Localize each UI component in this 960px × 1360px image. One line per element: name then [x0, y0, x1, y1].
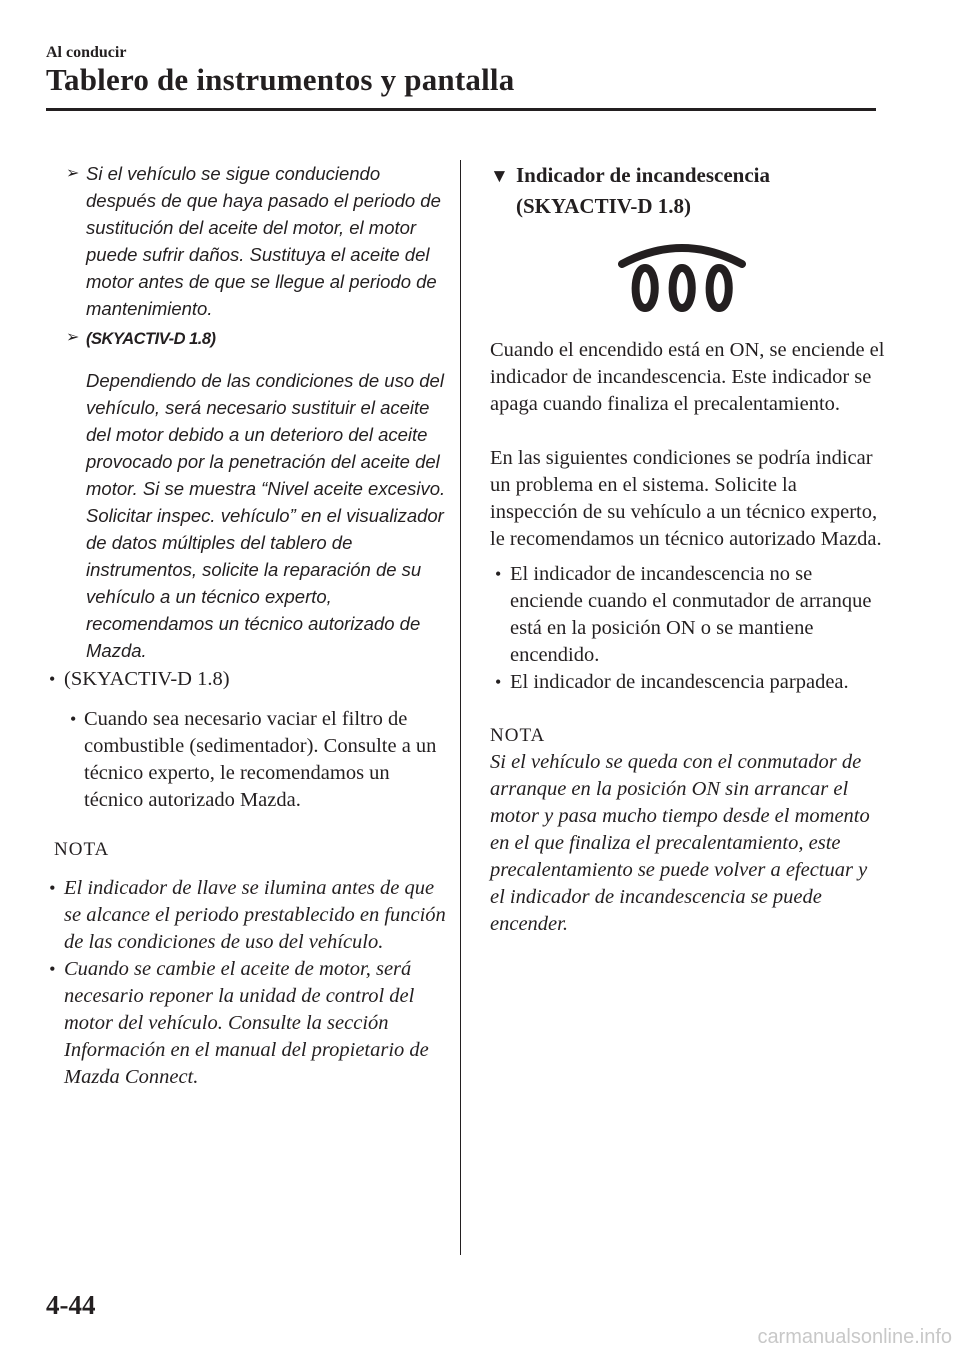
glow-indicator-figure — [490, 234, 885, 329]
triangle-bullet-icon: ➢ — [66, 165, 80, 182]
note-heading: NOTA — [490, 725, 546, 746]
note-heading: NOTA — [54, 839, 110, 860]
list-item-text: (SKYACTIV-D 1.8) — [64, 668, 230, 690]
list-subitem-text: Cuando sea necesario vaciar el filtro de combustible (sedimentador). Consulte a un técnico experto, le recomendamos un técnico autorizado Mazda. — [84, 708, 437, 811]
section-heading-text: Indicador de incandescencia (SKYACTIV-D 1.8) — [516, 163, 770, 218]
caution-item — [46, 160, 446, 322]
triangle-bullet-icon: ➢ — [66, 329, 80, 346]
note-item-text: El indicador de llave se ilumina antes de que se alcance el periodo prestablecido en función de las condiciones de uso del vehículo. — [64, 877, 446, 953]
caution-text: Si el vehículo se sigue conduciendo después de que haya pasado el periodo de sustitución del aceite del motor, el motor puede sufrir daños. Sustituya el aceite del motor antes de que se llegue al periodo de mantenimiento. — [86, 163, 441, 319]
watermark: carmanualsonline.info — [757, 1326, 952, 1348]
page-number: 4-44 — [46, 1290, 96, 1320]
bullet-dot-icon: • — [495, 564, 502, 584]
page-title: Tablero de instrumentos y pantalla — [46, 62, 515, 97]
list-item-text: El indicador de incandescencia parpadea. — [510, 671, 849, 693]
column-divider — [460, 160, 461, 1255]
caution-text: Dependiendo de las condiciones de uso del vehículo, será necesario sustituir el aceite del motor debido a un deterioro del aceite provocado por la penetración del aceite del motor. Si se muestra “Nivel aceite excesivo. Solicitar inspec. vehículo” en el visualizador de datos múltiples del tablero de instrumentos, solicite la reparación de su vehículo a un técnico experto, recomendamos un técnico autorizado de Mazda. — [86, 370, 446, 661]
section-heading — [490, 160, 885, 222]
note-text: Si el vehículo se queda con el conmutador de arranque en la posición ON sin arrancar el motor y pasa mucho tiempo desde el momento en el que finaliza el precalentamiento, este precalentamiento se puede volver a efectuar y el indicador de incandescencia se puede encender. — [490, 751, 870, 935]
glow-plug-icon — [618, 234, 748, 314]
right-column — [490, 160, 885, 938]
bullet-dot-icon: • — [49, 669, 56, 689]
list-item-text: El indicador de incandescencia no se enciende cuando el conmutador de arranque está en la posición ON o se mantiene encendido. — [510, 563, 872, 666]
header-divider — [46, 108, 876, 111]
list-item — [490, 669, 885, 696]
left-column — [46, 160, 446, 1091]
note-item — [46, 956, 446, 1091]
list-item — [490, 561, 885, 669]
section-label: Al conducir — [46, 44, 127, 61]
list-item — [46, 666, 446, 693]
note-item — [46, 875, 446, 956]
note-list — [46, 875, 446, 1091]
bullet-dot-icon: • — [70, 709, 77, 729]
paragraph: Cuando el encendido está en ON, se enciende el indicador de incandescencia. Este indicador se apaga cuando finaliza el precalentamiento. — [490, 339, 885, 415]
note-item-text: Cuando se cambie el aceite de motor, será necesario reponer la unidad de control del motor del vehículo. Consulte la sección Información en el manual del propietario de Mazda Connect. — [64, 958, 429, 1088]
bullet-dot-icon: • — [49, 878, 56, 898]
paragraph: En las siguientes condiciones se podría indicar un problema en el sistema. Solicite la inspección de su vehículo a un técnico experto, le recomendamos un técnico autorizado Mazda. — [490, 447, 882, 550]
bullet-dot-icon: • — [49, 959, 56, 979]
caution-label: (SKYACTIV-D 1.8) — [86, 330, 216, 348]
list-subitem — [46, 706, 446, 814]
bullet-dot-icon: • — [495, 672, 502, 692]
down-triangle-icon: ▼ — [490, 166, 509, 187]
caution-item — [46, 324, 446, 353]
